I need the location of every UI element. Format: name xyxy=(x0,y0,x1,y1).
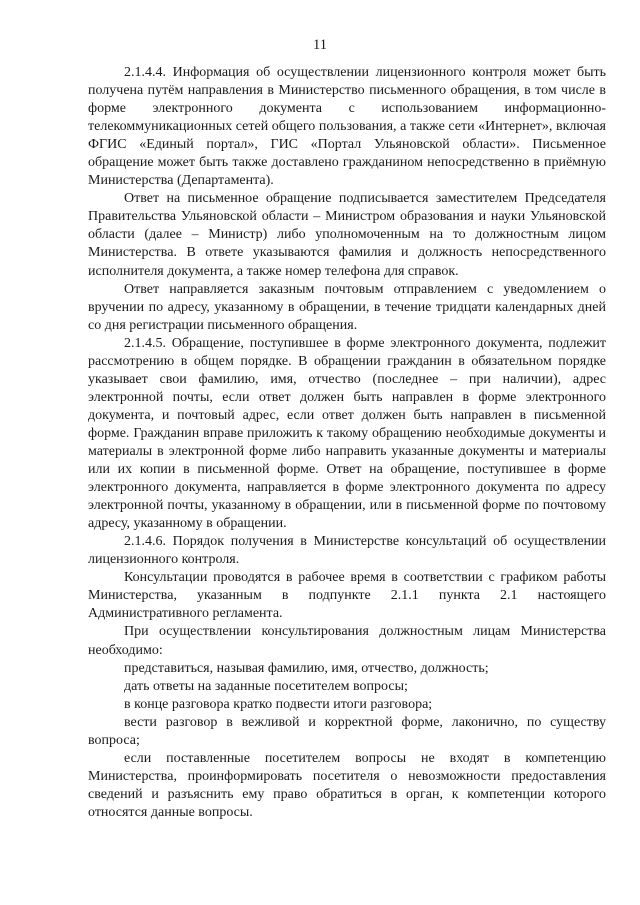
document-body xyxy=(88,64,606,822)
paragraph-answer-delivery: Ответ направляется заказным почтовым отправлением с уведомлением о вручении по адресу, указанному в обращении, в течение тридцати календарных дней со дня регистрации письменного обращения. xyxy=(88,281,606,333)
list-item-answer: дать ответы на заданные посетителем вопросы; xyxy=(124,678,408,694)
list-item-summarize: в конце разговора кратко подвести итоги разговора; xyxy=(124,696,433,712)
paragraph-answer-signature: Ответ на письменное обращение подписывается заместителем Председателя Правительства Ульяновской области – Министром образования и науки Ульяновской области (далее – Министр) либо уполномоченным на то должностным лицом Министерства. В ответе указываются фамилия и должность непосредственного исполнителя документа, а также номер телефона для справок. xyxy=(88,191,606,279)
paragraph-consultation-hours: Консультации проводятся в рабочее время в соответствии с графиком работы Министерства, указанным в подпункте 2.1.1 пункта 2.1 настоящего Административного регламента. xyxy=(88,570,606,622)
paragraph-2-1-4-5: 2.1.4.5. Обращение, поступившее в форме электронного документа, подлежит рассмотрению в общем порядке. В обращении гражданин в обязательном порядке указывает свои фамилию, имя, отчество (последнее – при наличии), адрес электронной почты, если ответ должен быть направлен в форме электронного документа, и почтовый адрес, если ответ должен быть направлен в письменной форме. Гражданин вправе приложить к такому обращению необходимые документы и материалы в электронной форме либо направить указанные документы и материалы или их копии в письменной форме. Ответ на обращение, поступившее в форме электронного документа, направляется в форме электронного документа по адресу электронной почты, указанному в обращении, или в письменной форме по почтовому адресу, указанному в обращении. xyxy=(88,335,606,532)
list-item-out-of-competence: если поставленные посетителем вопросы не входят в компетенцию Министерства, проинформировать посетителя о невозможности предоставления сведений и разъяснить ему право обратиться в орган, к компетенции которого относятся данные вопросы. xyxy=(88,750,606,820)
paragraph-2-1-4-4: 2.1.4.4. Информация об осуществлении лицензионного контроля может быть получена путём направления в Министерство письменного обращения, в том числе в форме электронного документа с использованием информационно-телекоммуникационных сетей общего пользования, а также сети «Интернет», включая ФГИС «Единый портал», ГИС «Портал Ульяновской области». Письменное обращение может быть также доставлено гражданином непосредственно в приёмную Министерства (Департамента). xyxy=(88,65,606,189)
list-item-polite: вести разговор в вежливой и корректной форме, лаконично, по существу вопроса; xyxy=(88,714,606,748)
paragraph-2-1-4-6: 2.1.4.6. Порядок получения в Министерстве консультаций об осуществлении лицензионного контроля. xyxy=(88,534,606,568)
list-item-introduce: представиться, называя фамилию, имя, отчество, должность; xyxy=(124,660,489,676)
page-number: 11 xyxy=(313,37,327,53)
paragraph-consultation-rules-intro: При осуществлении консультирования должностным лицам Министерства необходимо: xyxy=(88,624,606,658)
